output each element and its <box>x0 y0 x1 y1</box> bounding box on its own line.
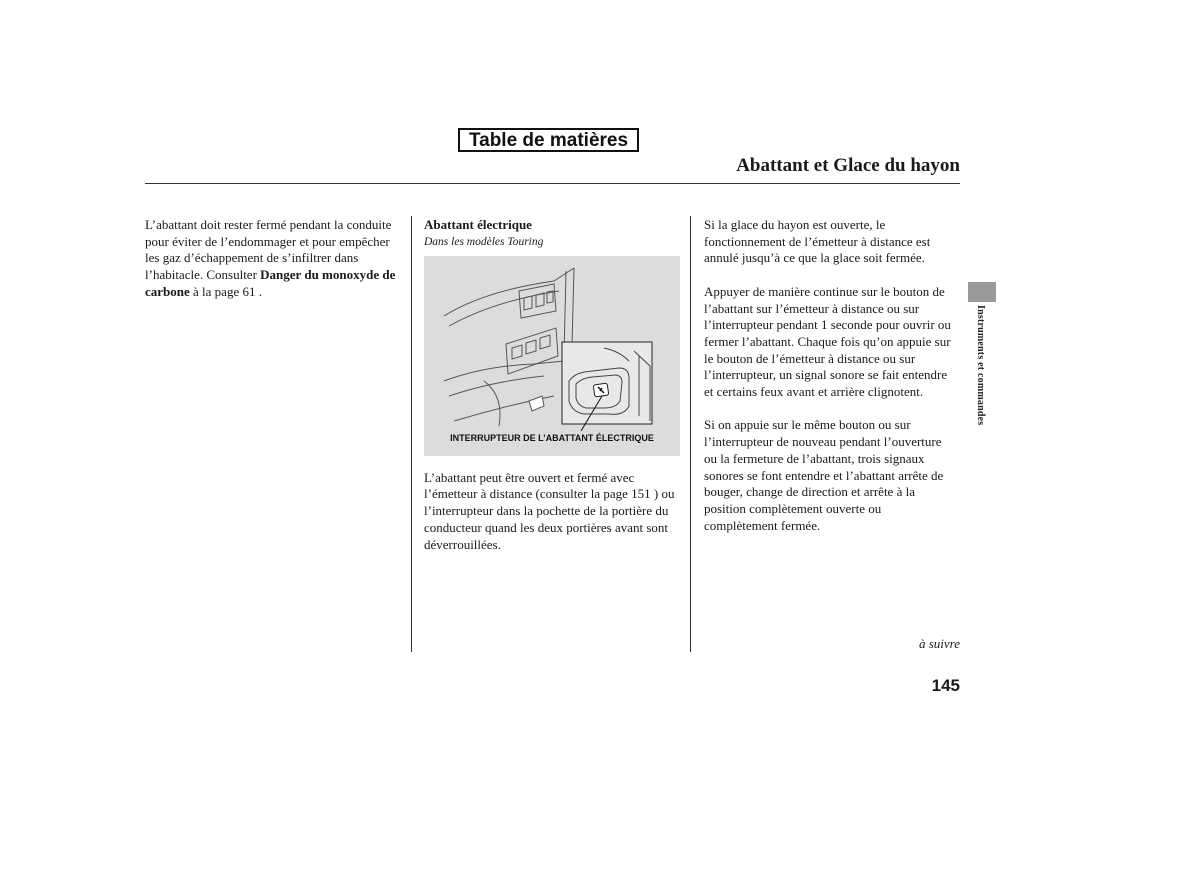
section-tab-label: Instruments et commandes <box>975 305 986 426</box>
door-switch-illustration <box>424 256 680 456</box>
table-of-contents-button[interactable]: Table de matières <box>458 128 639 152</box>
figure-caption: INTERRUPTEUR DE L’ABATTANT ÉLECTRIQUE <box>450 433 654 443</box>
column-1 <box>145 217 400 301</box>
section-heading: Abattant électrique <box>424 217 532 232</box>
carbon-monoxide-link[interactable]: Danger du monoxyde de carbone <box>145 267 396 299</box>
body-paragraph: Appuyer de manière continue sur le bouton de l’abattant sur l’émetteur à distance ou sur l’interrupteur pendant 1 seconde pour ouvrir ou fermer l’abattant. Chaque fois qu’on appuie sur le bouton de l’émetteur à distance ou sur l’interrupteur, un signal sonore se fait entendre et certains feux avant et arrière clignotent. <box>704 283 951 400</box>
intro-paragraph: L’abattant doit rester fermé pendant la conduite pour éviter de l’endommager et pour empêcher les gaz d’échappement de s’infiltrer dans l’habitacle. Consulter Danger du monoxyde de carbone à la page 61 . <box>145 217 396 299</box>
column-divider <box>411 216 412 652</box>
column-divider <box>690 216 691 652</box>
page-title: Abattant et Glace du hayon <box>736 155 960 176</box>
column-3 <box>704 217 957 534</box>
section-tab-marker <box>968 282 996 302</box>
page-number: 145 <box>931 676 960 695</box>
body-paragraph: L’abattant peut être ouvert et fermé avec l’émetteur à distance (consulter la page 151 ) ou l’interrupteur dans la pochette de la portière du conducteur quand les deux portières avant sont déverrouillées. <box>424 469 675 552</box>
title-rule <box>145 183 960 184</box>
continued-note: à suivre <box>918 636 960 651</box>
body-paragraph: Si la glace du hayon est ouverte, le fonctionnement de l’émetteur à distance est annulé jusqu’à ce que la glace soit fermée. <box>704 217 931 266</box>
section-subheading: Dans les modèles Touring <box>424 235 544 248</box>
column-2 <box>424 217 682 553</box>
body-paragraph: Si on appuie sur le même bouton ou sur l’interrupteur de nouveau pendant l’ouverture ou la fermeture de l’abattant, trois signaux sonores se font entendre et l’abattant arrête de bouger, change de direction et arrête à la position complètement ouverte ou complètement fermée. <box>704 417 944 533</box>
door-panel-drawing <box>424 256 680 456</box>
